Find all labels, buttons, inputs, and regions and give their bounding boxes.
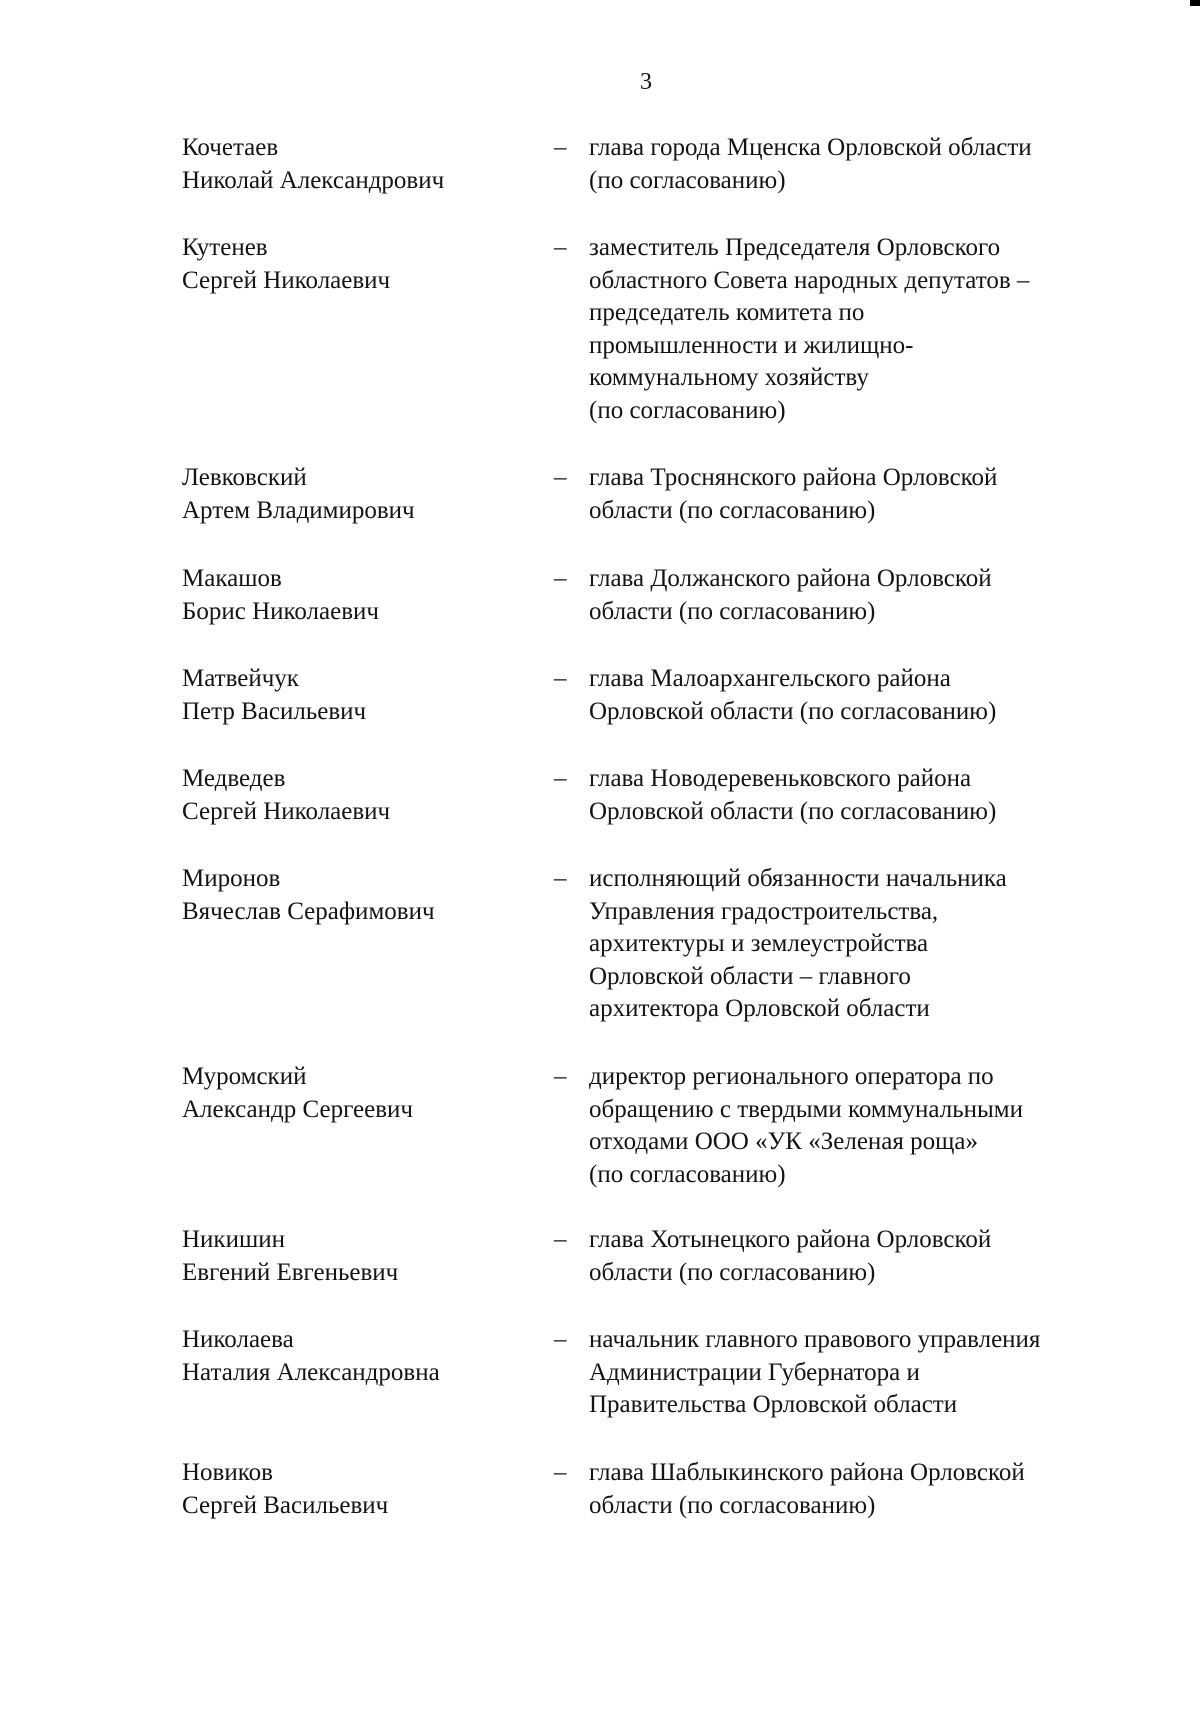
- role-line: глава Хотынецкого района Орловской: [589, 1226, 992, 1253]
- role-line: председатель комитета по: [589, 299, 865, 326]
- member-role: [589, 462, 1129, 527]
- member-name: [182, 132, 512, 197]
- role-line: (по согласованию): [589, 396, 786, 424]
- member-given-names: Артем Владимирович: [182, 496, 415, 524]
- role-line: глава Малоархангельского района: [589, 665, 951, 692]
- dash-separator: –: [554, 134, 567, 161]
- dash-separator: –: [554, 234, 567, 261]
- role-line: архитектора Орловской области: [589, 995, 930, 1022]
- role-line: Администрации Губернатора и: [589, 1358, 920, 1386]
- member-name: [182, 1224, 512, 1289]
- member-name: [182, 1324, 512, 1389]
- member-role: [589, 232, 1129, 427]
- member-given-names: Сергей Николаевич: [182, 797, 391, 825]
- dash-separator: –: [554, 865, 567, 892]
- member-name: [182, 563, 512, 628]
- role-line: обращению с твердыми коммунальными: [589, 1095, 1023, 1123]
- member-role: [589, 1457, 1129, 1522]
- member-given-names: Наталия Александровна: [182, 1358, 440, 1386]
- member-surname: Левковский: [182, 464, 307, 491]
- member-surname: Муромский: [182, 1063, 307, 1090]
- member-name: [182, 1457, 512, 1522]
- dash-separator: –: [554, 1459, 567, 1486]
- member-name: [182, 663, 512, 728]
- role-line: глава Новодеревеньковского района: [589, 765, 972, 792]
- member-role: [589, 132, 1129, 197]
- member-given-names: Борис Николаевич: [182, 597, 379, 625]
- member-surname: Макашов: [182, 565, 282, 592]
- role-line: глава Троснянского района Орловской: [589, 464, 998, 491]
- member-role: [589, 563, 1129, 628]
- role-line: начальник главного правового управления: [589, 1326, 1041, 1353]
- member-given-names: Сергей Васильевич: [182, 1491, 389, 1519]
- role-line: Правительства Орловской области: [589, 1391, 958, 1418]
- dash-separator: –: [554, 1063, 567, 1090]
- member-surname: Медведев: [182, 765, 286, 792]
- role-line: Орловской области – главного: [589, 962, 911, 990]
- role-line: области (по согласованию): [589, 496, 876, 524]
- role-line: коммунальному хозяйству: [589, 364, 869, 391]
- dash-separator: –: [554, 464, 567, 491]
- scan-corner-mark: [1190, 0, 1200, 6]
- role-line: Управления градостроительства,: [589, 897, 939, 925]
- member-role: [589, 1324, 1129, 1422]
- role-line: заместитель Председателя Орловского: [589, 234, 1001, 261]
- dash-separator: –: [554, 1226, 567, 1253]
- member-given-names: Александр Сергеевич: [182, 1095, 413, 1123]
- member-surname: Миронов: [182, 865, 281, 892]
- member-role: [589, 663, 1129, 728]
- dash-separator: –: [554, 565, 567, 592]
- role-line: области (по согласованию): [589, 597, 876, 625]
- member-surname: Никишин: [182, 1226, 285, 1253]
- role-line: (по согласованию): [589, 166, 786, 194]
- role-line: глава Должанского района Орловской: [589, 565, 992, 592]
- member-name: [182, 232, 512, 297]
- member-role: [589, 1224, 1129, 1289]
- member-given-names: Вячеслав Серафимович: [182, 897, 435, 925]
- member-name: [182, 763, 512, 828]
- member-name: [182, 1061, 512, 1126]
- member-name: [182, 863, 512, 928]
- role-line: отходами ООО «УК «Зеленая роща»: [589, 1128, 978, 1155]
- member-given-names: Петр Васильевич: [182, 697, 367, 725]
- member-role: [589, 1061, 1129, 1191]
- member-given-names: Сергей Николаевич: [182, 266, 391, 294]
- role-line: области (по согласованию): [589, 1491, 876, 1519]
- member-given-names: Николай Александрович: [182, 166, 445, 194]
- dash-separator: –: [554, 1326, 567, 1353]
- member-given-names: Евгений Евгеньевич: [182, 1258, 399, 1286]
- role-line: промышленности и жилищно-: [589, 331, 914, 359]
- role-line: глава города Мценска Орловской области: [589, 134, 1032, 161]
- member-surname: Матвейчук: [182, 665, 299, 692]
- dash-separator: –: [554, 765, 567, 792]
- member-surname: Кочетаев: [182, 134, 279, 161]
- member-surname: Кутенев: [182, 234, 268, 261]
- dash-separator: –: [554, 665, 567, 692]
- member-surname: Новиков: [182, 1459, 273, 1486]
- page-number: 3: [640, 69, 652, 95]
- role-line: Орловской области (по согласованию): [589, 797, 997, 825]
- role-line: глава Шаблыкинского района Орловской: [589, 1459, 1025, 1486]
- role-line: Орловской области (по согласованию): [589, 697, 997, 725]
- role-line: архитектуры и землеустройства: [589, 930, 929, 957]
- role-line: областного Совета народных депутатов –: [589, 266, 1030, 294]
- member-role: [589, 763, 1129, 828]
- role-line: директор регионального оператора по: [589, 1063, 994, 1090]
- member-role: [589, 863, 1129, 1026]
- member-name: [182, 462, 512, 527]
- role-line: (по согласованию): [589, 1160, 786, 1188]
- role-line: исполняющий обязанности начальника: [589, 865, 1007, 892]
- member-surname: Николаева: [182, 1326, 294, 1353]
- role-line: области (по согласованию): [589, 1258, 876, 1286]
